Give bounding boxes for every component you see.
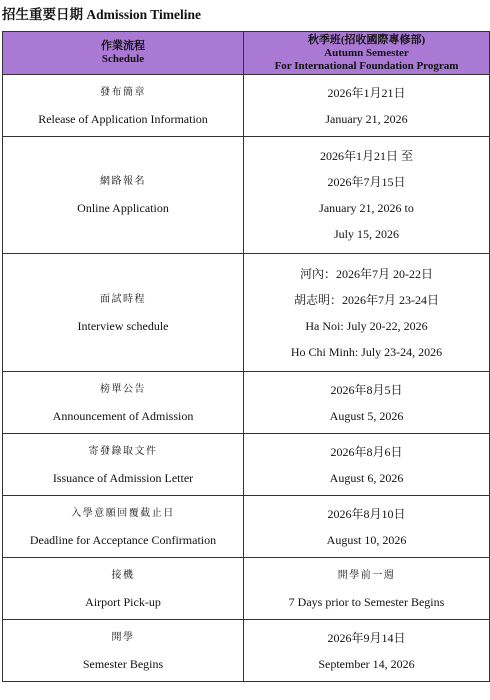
program-header-en: For International Foundation Program <box>274 59 459 72</box>
date-line: 開學前一週 <box>337 569 396 581</box>
schedule-label-en: Interview schedule <box>77 318 169 333</box>
date-line: 7 Days prior to Semester Begins <box>288 594 445 609</box>
date-line: 2026年9月14日 <box>327 630 406 645</box>
schedule-label-en: Release of Application Information <box>38 111 208 126</box>
date-cell <box>244 434 490 496</box>
schedule-label-en: Issuance of Admission Letter <box>52 470 194 485</box>
schedule-label-zh: 榜單公告 <box>100 383 146 395</box>
table-row <box>3 558 490 620</box>
table-row <box>3 620 490 682</box>
schedule-header-zh: 作業流程 <box>101 40 145 52</box>
date-line: 2026年8月5日 <box>330 382 403 397</box>
schedule-label-zh: 入學意願回覆截止日 <box>71 507 175 519</box>
date-cell <box>244 558 490 620</box>
schedule-cell <box>3 434 244 496</box>
schedule-cell <box>3 75 244 137</box>
date-line: August 6, 2026 <box>329 470 404 485</box>
date-line: Ha Noi: July 20-22, 2026 <box>305 318 428 333</box>
date-line: January 21, 2026 <box>325 111 408 126</box>
schedule-header-en: Schedule <box>101 53 145 65</box>
table-row <box>3 434 490 496</box>
schedule-cell <box>3 620 244 682</box>
table-row <box>3 372 490 434</box>
schedule-cell <box>3 558 244 620</box>
schedule-cell <box>3 137 244 254</box>
table-row <box>3 137 490 254</box>
date-line: 河內：2026年7月 20-22日 <box>300 266 433 281</box>
schedule-label-en: Airport Pick-up <box>85 594 161 609</box>
schedule-cell <box>3 372 244 434</box>
schedule-label-zh: 接機 <box>111 569 135 581</box>
date-line: 胡志明：2026年7月 23-24日 <box>294 292 439 307</box>
date-cell <box>244 496 490 558</box>
schedule-label-zh: 面試時程 <box>100 293 146 305</box>
table-row <box>3 254 490 372</box>
date-line: September 14, 2026 <box>318 656 415 671</box>
semester-header-zh: 秋季班(招收國際專修部) <box>307 33 426 46</box>
schedule-label-zh: 發布簡章 <box>100 86 146 98</box>
schedule-cell <box>3 254 244 372</box>
admission-timeline-table <box>2 31 490 682</box>
table-header-row <box>3 32 490 75</box>
date-cell <box>244 254 490 372</box>
schedule-label-en: Deadline for Acceptance Confirmation <box>29 532 217 547</box>
date-line: July 15, 2026 <box>333 227 399 241</box>
schedule-label-zh: 網路報名 <box>100 176 146 187</box>
date-line: 2026年8月6日 <box>330 444 403 459</box>
page-title: 招生重要日期 Admission Timeline <box>2 7 202 22</box>
table-row <box>3 75 490 137</box>
date-line: Ho Chi Minh: July 23-24, 2026 <box>290 344 443 359</box>
date-line: 2026年1月21日 至 <box>319 149 413 163</box>
schedule-label-zh: 寄發錄取文件 <box>88 445 158 457</box>
date-line: August 5, 2026 <box>329 408 404 423</box>
date-line: August 10, 2026 <box>326 532 407 547</box>
date-line: January 21, 2026 to <box>319 201 414 215</box>
semester-header-en: Autumn Semester <box>324 46 409 59</box>
date-cell <box>244 620 490 682</box>
schedule-label-en: Announcement of Admission <box>52 408 194 423</box>
schedule-label-zh: 開學 <box>111 631 135 643</box>
schedule-column-header <box>3 32 244 75</box>
date-line: 2026年1月21日 <box>327 85 406 100</box>
date-cell <box>244 137 490 254</box>
semester-column-header <box>244 32 490 75</box>
table-row <box>3 496 490 558</box>
schedule-cell <box>3 496 244 558</box>
date-line: 2026年7月15日 <box>327 175 406 189</box>
date-cell <box>244 75 490 137</box>
date-line: 2026年8月10日 <box>327 506 406 521</box>
schedule-label-en: Online Application <box>77 201 169 215</box>
schedule-label-en: Semester Begins <box>82 656 164 671</box>
date-cell <box>244 372 490 434</box>
